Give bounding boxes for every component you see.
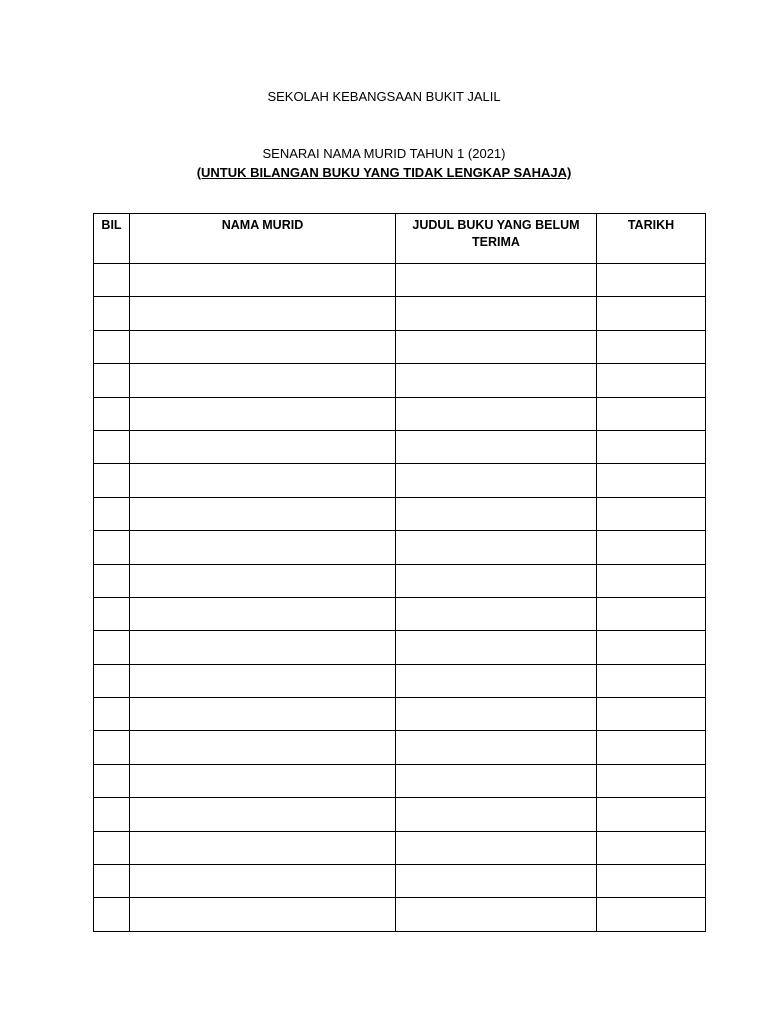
table-row [94,798,706,831]
judul-buku-cell[interactable] [396,531,597,564]
judul-buku-cell[interactable] [396,831,597,864]
bil-cell[interactable] [94,898,130,931]
bil-cell[interactable] [94,664,130,697]
column-header-judul-buku: JUDUL BUKU YANG BELUM TERIMA [396,214,597,264]
tarikh-cell[interactable] [597,597,706,630]
table-header-row [94,214,706,264]
judul-buku-cell[interactable] [396,397,597,430]
tarikh-cell[interactable] [597,330,706,363]
table-row [94,430,706,463]
bil-cell[interactable] [94,597,130,630]
column-header-nama-murid: NAMA MURID [130,214,396,264]
tarikh-cell[interactable] [597,731,706,764]
judul-buku-cell[interactable] [396,564,597,597]
judul-buku-cell[interactable] [396,764,597,797]
table-row [94,297,706,330]
tarikh-cell[interactable] [597,898,706,931]
tarikh-cell[interactable] [597,764,706,797]
judul-buku-cell[interactable] [396,865,597,898]
bil-cell[interactable] [94,831,130,864]
bil-cell[interactable] [94,464,130,497]
table-row [94,397,706,430]
table-body [94,264,706,932]
judul-buku-cell[interactable] [396,264,597,297]
tarikh-cell[interactable] [597,865,706,898]
table-row [94,698,706,731]
tarikh-cell[interactable] [597,497,706,530]
table-row [94,865,706,898]
tarikh-cell[interactable] [597,831,706,864]
table-row [94,597,706,630]
tarikh-cell[interactable] [597,297,706,330]
nama-murid-cell[interactable] [130,330,396,363]
tarikh-cell[interactable] [597,631,706,664]
nama-murid-cell[interactable] [130,264,396,297]
table-row [94,464,706,497]
nama-murid-cell[interactable] [130,731,396,764]
school-name: SEKOLAH KEBANGSAAN BUKIT JALIL [267,89,501,104]
tarikh-cell[interactable] [597,698,706,731]
bil-cell[interactable] [94,865,130,898]
table-row [94,764,706,797]
tarikh-cell[interactable] [597,264,706,297]
judul-buku-cell[interactable] [396,430,597,463]
bil-cell[interactable] [94,497,130,530]
tarikh-cell[interactable] [597,531,706,564]
judul-buku-cell[interactable] [396,698,597,731]
judul-buku-cell[interactable] [396,664,597,697]
table-row [94,497,706,530]
tarikh-cell[interactable] [597,464,706,497]
judul-buku-cell[interactable] [396,898,597,931]
tarikh-cell[interactable] [597,430,706,463]
list-subtitle: (UNTUK BILANGAN BUKU YANG TIDAK LENGKAP SAHAJA) [196,165,572,180]
table-row [94,531,706,564]
table-row [94,330,706,363]
judul-buku-cell[interactable] [396,798,597,831]
table-row [94,831,706,864]
nama-murid-cell[interactable] [130,631,396,664]
table-row [94,364,706,397]
bil-cell[interactable] [94,264,130,297]
nama-murid-cell[interactable] [130,531,396,564]
nama-murid-cell[interactable] [130,464,396,497]
bil-cell[interactable] [94,764,130,797]
nama-murid-cell[interactable] [130,831,396,864]
judul-buku-cell[interactable] [396,597,597,630]
bil-cell[interactable] [94,364,130,397]
bil-cell[interactable] [94,297,130,330]
bil-cell[interactable] [94,698,130,731]
list-title: SENARAI NAMA MURID TAHUN 1 (2021) [262,146,506,161]
tarikh-cell[interactable] [597,664,706,697]
bil-cell[interactable] [94,397,130,430]
nama-murid-cell[interactable] [130,497,396,530]
judul-buku-cell[interactable] [396,364,597,397]
table-row [94,564,706,597]
bil-cell[interactable] [94,531,130,564]
tarikh-cell[interactable] [597,564,706,597]
tarikh-cell[interactable] [597,397,706,430]
nama-murid-cell[interactable] [130,364,396,397]
judul-buku-cell[interactable] [396,330,597,363]
table-row [94,664,706,697]
nama-murid-cell[interactable] [130,798,396,831]
bil-cell[interactable] [94,430,130,463]
nama-murid-cell[interactable] [130,764,396,797]
bil-cell[interactable] [94,631,130,664]
tarikh-cell[interactable] [597,364,706,397]
bil-cell[interactable] [94,731,130,764]
nama-murid-cell[interactable] [130,430,396,463]
judul-buku-cell[interactable] [396,464,597,497]
nama-murid-cell[interactable] [130,564,396,597]
table-row [94,264,706,297]
nama-murid-cell[interactable] [130,397,396,430]
table-row [94,731,706,764]
table-row [94,898,706,931]
nama-murid-cell[interactable] [130,597,396,630]
nama-murid-cell[interactable] [130,698,396,731]
nama-murid-cell[interactable] [130,297,396,330]
bil-cell[interactable] [94,798,130,831]
column-header-bil: BIL [94,214,130,264]
bil-cell[interactable] [94,564,130,597]
nama-murid-cell[interactable] [130,865,396,898]
judul-buku-cell[interactable] [396,631,597,664]
column-header-tarikh: TARIKH [597,214,706,264]
student-book-table [93,213,706,932]
judul-buku-cell[interactable] [396,731,597,764]
table-row [94,631,706,664]
nama-murid-cell[interactable] [130,898,396,931]
bil-cell[interactable] [94,330,130,363]
judul-buku-cell[interactable] [396,297,597,330]
nama-murid-cell[interactable] [130,664,396,697]
tarikh-cell[interactable] [597,798,706,831]
judul-buku-cell[interactable] [396,497,597,530]
